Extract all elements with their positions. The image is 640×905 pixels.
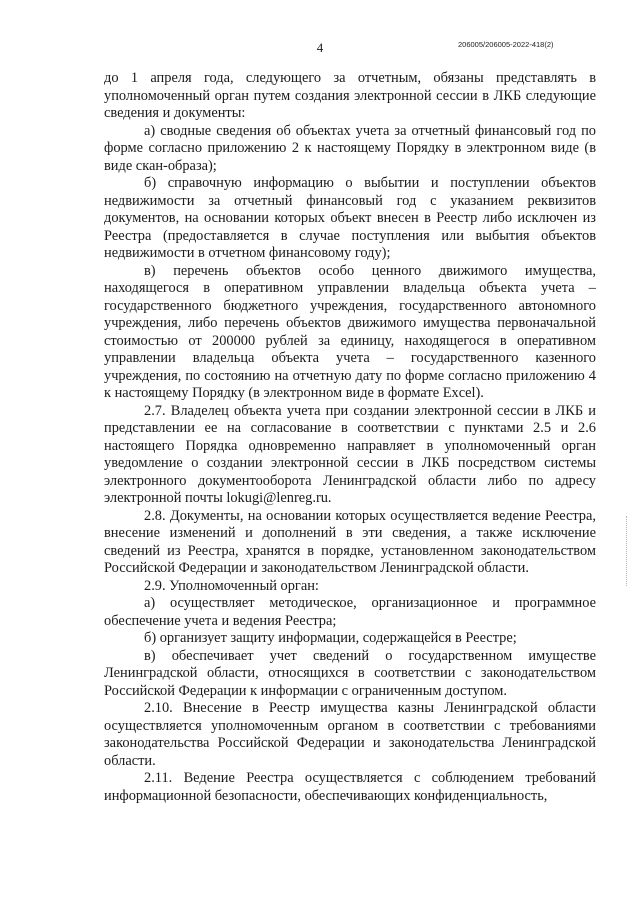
document-body [104,70,596,805]
paragraph-continuation: до 1 апреля года, следующего за отчетным, обязаны представлять в уполномоченный орган путем создания электронной сессии в ЛКБ следующие сведения и документы: [104,70,596,121]
paragraph-2-8: 2.8. Документы, на основании которых осуществляется ведение Реестра, внесение изменений и дополнений в эти сведения, а также исключение сведений из Реестра, хранятся в порядке, установленном законодательством Российской Федерации и законодательством Ленинградской области. [104,507,596,576]
scan-edge-mark [626,516,629,586]
paragraph-2-7: 2.7. Владелец объекта учета при создании электронной сессии в ЛКБ и представлении ее на согласование в соответствии с пунктами 2.5 и 2.6 настоящего Порядка одновременно направляет в уполномоченный орган уведомление о создании электронной сессии в ЛКБ посредством системы электронного документооборота Ленинградской области либо по адресу электронной почты lokugi@lenreg.ru. [104,402,596,506]
paragraph-2-11: 2.11. Ведение Реестра осуществляется с соблюдением требований информационной безопасности, обеспечивающих конфиденциальность, [104,770,596,804]
paragraph-2-9-v: в) обеспечивает учет сведений о государственном имуществе Ленинградской области, относящихся в соответствии с законодательством Российской Федерации к информации с ограниченным доступом. [104,647,596,699]
paragraph-2-9: 2.9. Уполномоченный орган: [144,577,319,594]
paragraph-2-9-a: а) осуществляет методическое, организационное и программное обеспечение учета и ведения Реестра; [104,595,596,629]
document-id: 206005/206005-2022-418(2) [458,40,554,49]
paragraph-item-b: б) справочную информацию о выбытии и поступлении объектов недвижимости за отчетный финансовый год с указанием реквизитов документов, на основании которых объект внесен в Реестр либо исключен из Реестра (предоставляется в случае поступления или выбытия объектов недвижимости в отчетном финансовому году); [104,175,596,261]
paragraph-2-10: 2.10. Внесение в Реестр имущества казны Ленинградской области осуществляется уполномоченным органом в соответствии с требованиями законодательства Российской Федерации и законодательства Ленинградской области. [104,700,596,769]
paragraph-item-a: а) сводные сведения об объектах учета за отчетный финансовый год по форме согласно приложению 2 к настоящему Порядку в электронном виде (в виде скан-образа); [104,122,596,174]
page-number: 4 [316,40,324,55]
paragraph-item-v: в) перечень объектов особо ценного движимого имущества, находящегося в оперативном управлении владельца объекта учета – государственного бюджетного учреждения, государственного автономного учреждения, либо перечень объектов движимого имущества первоначальной стоимостью от 200000 рублей за единицу, находящегося в оперативном управлении владельца объекта учета – государственного казенного учреждения, по состоянию на отчетную дату по форме согласно приложению 4 к настоящему Порядку (в электронном виде в формате Excel). [104,262,596,401]
paragraph-2-9-b: б) организует защиту информации, содержащейся в Реестре; [144,630,517,646]
